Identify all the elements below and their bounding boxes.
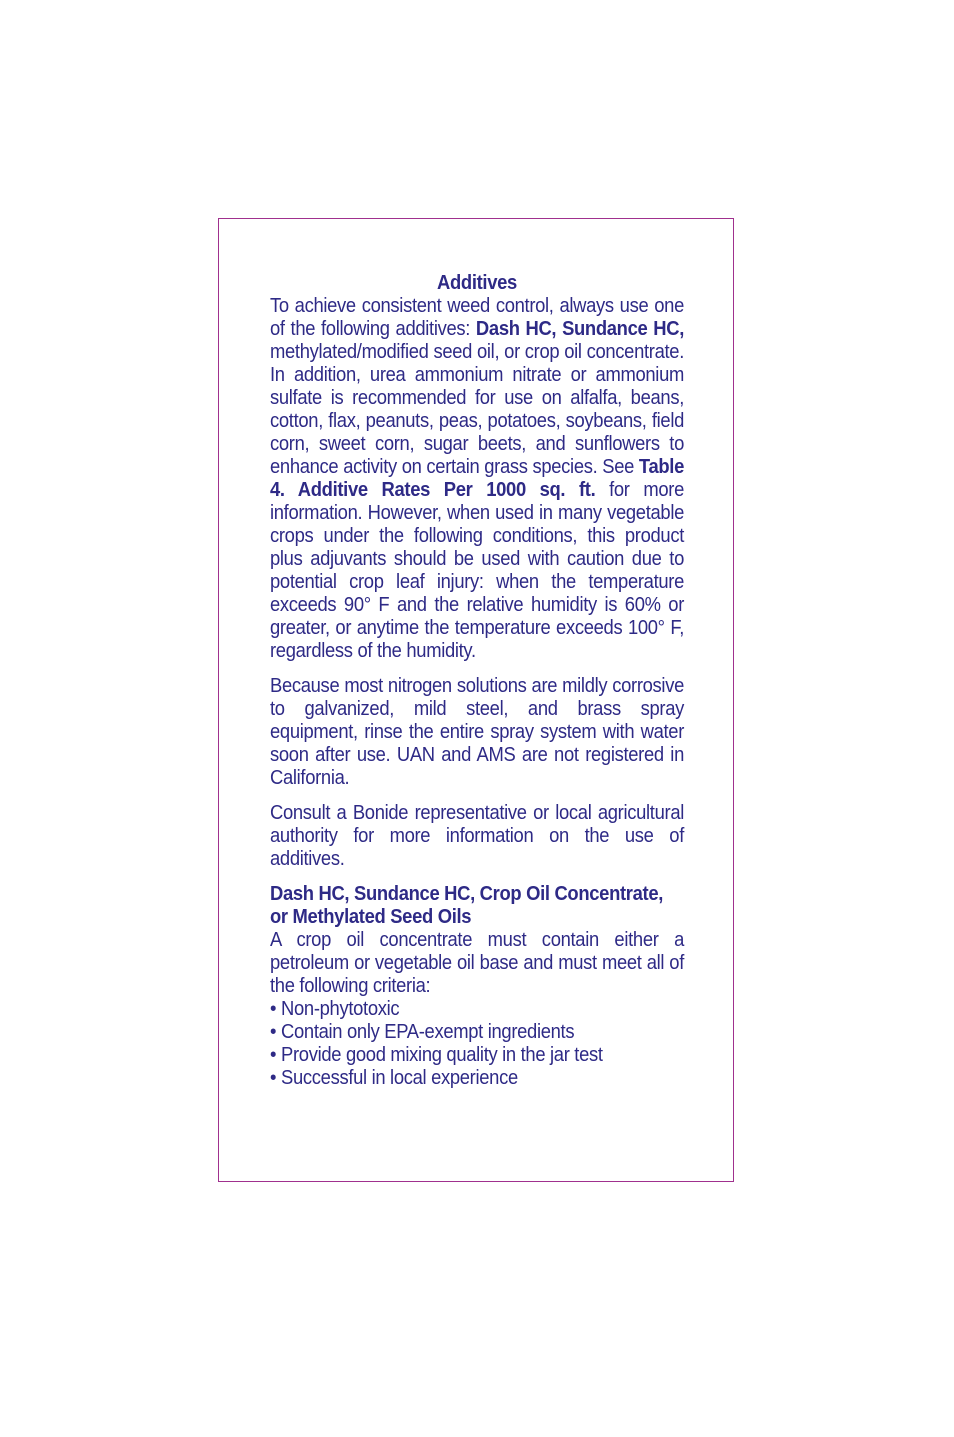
criteria-item-text: Non-phytotoxic <box>281 998 400 1020</box>
nitrogen-paragraph: Because most nitrogen solutions are mildly corrosive to galvanized, mild steel, and brass spray equipment, rinse the entire spray system with water soon after use. UAN and AMS are not registered in California. <box>270 675 684 789</box>
criteria-item-text: Successful in local experience <box>281 1067 518 1089</box>
criteria-item <box>270 1044 684 1067</box>
criteria-item-text: Contain only EPA-exempt ingredients <box>281 1021 575 1043</box>
criteria-item <box>270 1021 684 1044</box>
bullet-icon: • <box>270 1067 277 1089</box>
para1-text-3: for more information. However, when used in many vegetable crops under the following conditions, this product plus adjuvants should be used with caution due to potential crop leaf injury: when the temperature exceeds 90° F and the relative humidity is 60% or greater, or anytime the temperature exceeds 100° F, regardless of the humidity. <box>270 479 684 662</box>
para1-text-1: To achieve consistent weed control, always use one of the following additives: <box>270 295 684 340</box>
criteria-list <box>270 998 684 1090</box>
bullet-icon: • <box>270 1044 277 1066</box>
criteria-item-text: Provide good mixing quality in the jar test <box>281 1044 603 1066</box>
para1-bold-additives: Dash HC, Sundance HC, <box>475 318 684 340</box>
para1-text-2: methylated/modified seed oil, or crop oil concentrate. In addition, urea ammonium nitrate or ammonium sulfate is recommended for use on alfalfa, beans, cotton, flax, peanuts, peas, potatoes, soybeans, field corn, sweet corn, sugar beets, and sunflowers to enhance activity on certain grass species. See <box>270 341 684 478</box>
oil-subheading: Dash HC, Sundance HC, Crop Oil Concentrate, or Methylated Seed Oils <box>270 883 664 928</box>
additives-paragraph <box>270 295 684 663</box>
para1-bold-table-ref: Table 4. Additive Rates Per 1000 sq. ft. <box>270 456 684 501</box>
label-panel <box>218 218 734 1182</box>
bullet-icon: • <box>270 998 277 1020</box>
consult-paragraph: Consult a Bonide representative or local agricultural authority for more information on the use of additives. <box>270 802 684 870</box>
section-title: Additives <box>437 272 517 294</box>
criteria-item <box>270 998 684 1021</box>
panel-content <box>270 272 684 1090</box>
criteria-item <box>270 1067 684 1090</box>
bullet-icon: • <box>270 1021 277 1043</box>
criteria-intro: A crop oil concentrate must contain either a petroleum or vegetable oil base and must meet all of the following criteria: <box>270 929 684 997</box>
